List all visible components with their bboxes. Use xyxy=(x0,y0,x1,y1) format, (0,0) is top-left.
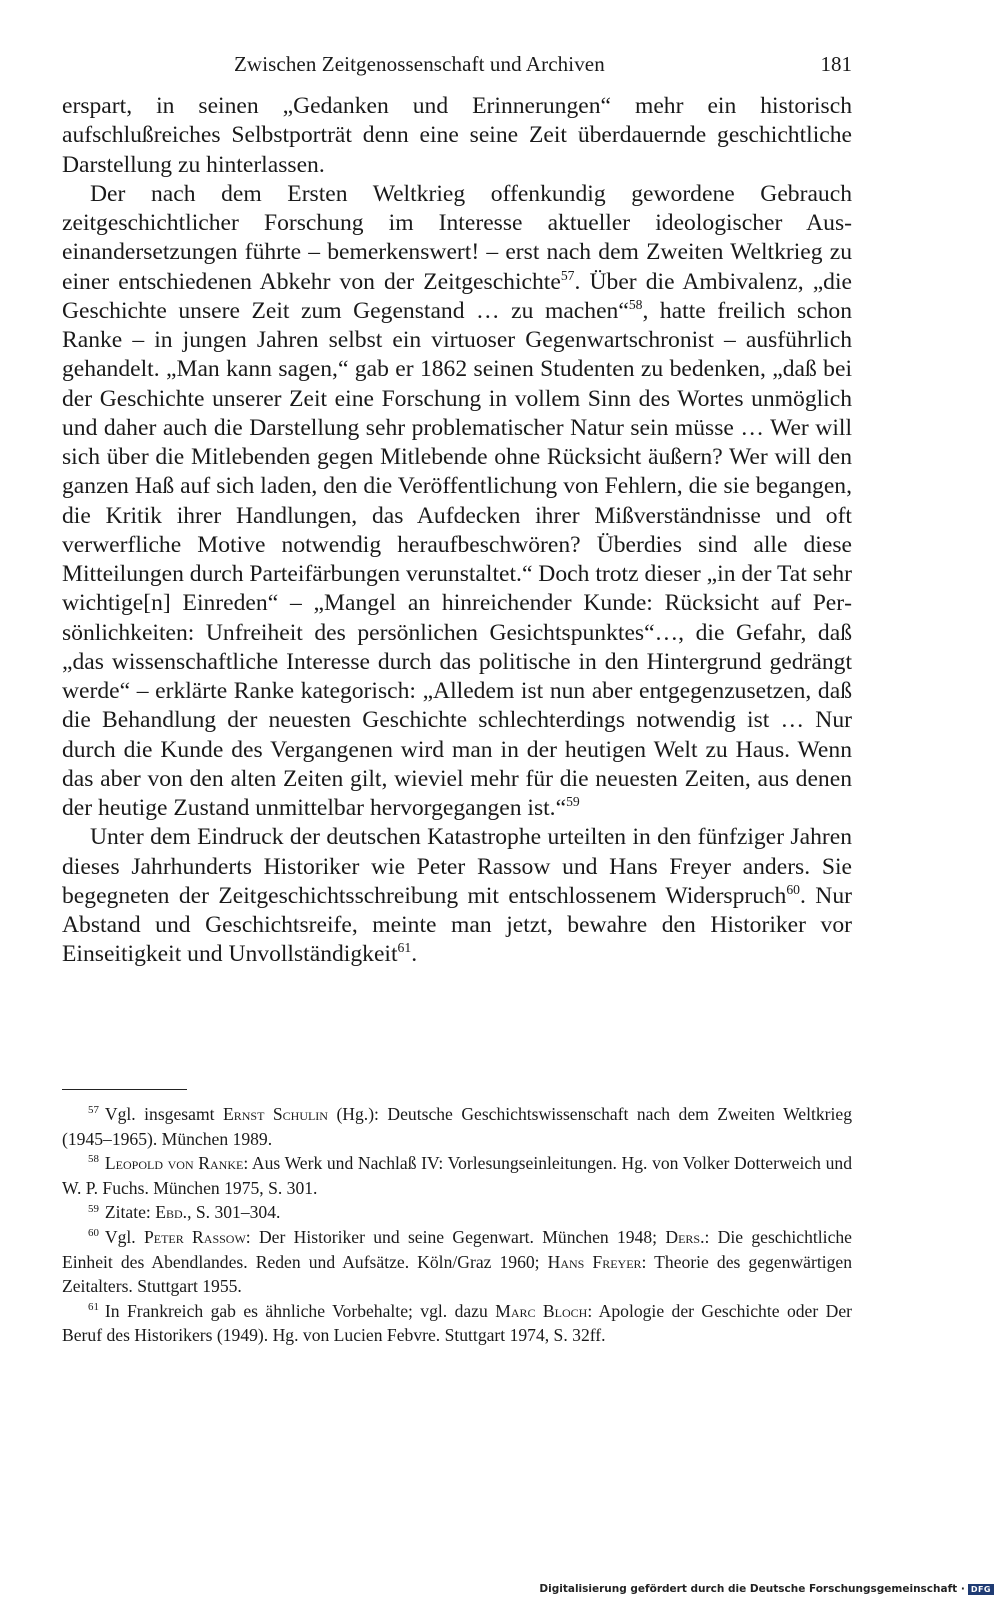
footnote-number: 59 xyxy=(88,1202,99,1215)
footnote xyxy=(62,1299,852,1348)
author-name: Marc Bloch xyxy=(495,1300,588,1321)
text-run: : Apologie der Geschichte oder Der Beruf des Historikers (1949). Hg. von Lucien Febvre. Stuttgart 1974, S. 32ff. xyxy=(62,1300,852,1346)
author-name: Peter Rassow xyxy=(143,1226,246,1247)
text-run: , hatte freilich schon Ranke – in jungen Jahren selbst ein virtuoser Gegenwartschronist – ausführlich gehandelt. „Man kann sagen,“ gab er 1862 seinen Studenten zu bedenken, „daß bei der Geschichte unserer Zeit eine Forschung in vollem Sinn des Wortes unmöglich und daher auch die Darstellung sehr problematischer Natur sein müsse … Wer will sich über die Mitlebenden gegen Mitlebende ohne Rücksicht äußern? Wer will den ganzen Haß auf sich laden, den die Veröffentlichung von Fehlern, die sie begangen, die Kritik ihrer Handlungen, das Aufdecken ihrer Mißverständnisse und oft verwerfliche Motive notwendig heraufbeschwören? Überdies sind alle diese Mitteilungen durch Parteifärbungen verunstaltet.“ Doch trotz dieser „in der Tat sehr wichtige[n] Einreden“ – „Mangel an hinreichender Kunde: Rücksicht auf Persönlichkeiten: Unfreiheit des persönlichen Gesichtspunktes“…, die Gefahr, daß „das wissenschaftliche Interesse durch das politische in den Hintergrund gedrängt werde“ – erklärte Ranke kategorisch: „Alledem ist nun aber entgegenzusetzen, daß die Behandlung der neuesten Geschichte schlechterdings notwendig ist … Nur durch die Kunde des Vergangenen wird man in der heutigen Welt zu Haus. Wenn das aber von den alten Zeiten gilt, wieviel mehr für die neuesten Zeiten, aus denen der heutige Zustand unmittelbar hervorgegangen ist.“ xyxy=(62,297,852,821)
footnote xyxy=(62,1102,852,1151)
paragraph xyxy=(62,823,852,969)
text-run: : Der Historiker und seine Gegenwart. München 1948; xyxy=(245,1226,666,1247)
author-name: Hans Freyer xyxy=(547,1251,642,1272)
footnote-reference: 59 xyxy=(566,794,580,810)
text-run: Zitate: xyxy=(104,1202,156,1223)
running-title: Zwischen Zeitgenossenschaft und Archiven xyxy=(234,52,605,76)
author-name: Ernst Schulin xyxy=(222,1104,328,1124)
text-run: : Theorie des gegenwärtigen Zeitalters. Stuttgart 1955. xyxy=(62,1251,852,1297)
text-run: . Nur Abstand und Geschichtsreife, meinte man jetzt, bewahre den Historiker vor Einseitigkeit und Unvollständigkeit xyxy=(62,882,852,968)
body-text xyxy=(62,92,852,970)
text-run: erspart, in seinen „Gedanken und Erinnerungen“ mehr ein historisch aufschlußreiches Selbstporträt denn eine seine Zeit überdauernde geschichtliche Darstellung zu hinterlassen. xyxy=(62,93,852,178)
text-run: In Frankreich gab es ähnliche Vorbehalte; vgl. dazu xyxy=(104,1300,496,1321)
footnote xyxy=(62,1200,852,1225)
author-name: Ders. xyxy=(665,1226,705,1247)
dfg-logo: DFG xyxy=(968,1584,994,1595)
page-header xyxy=(62,46,852,82)
page-number: 181 xyxy=(820,52,852,76)
author-name: Ebd. xyxy=(155,1202,188,1223)
footnote-reference: 58 xyxy=(628,296,643,312)
text-run: . Über die Ambivalenz, „die Geschichte unsere Zeit zum Gegenstand … zu machen“ xyxy=(62,268,852,324)
text-run: Vgl. xyxy=(104,1226,144,1247)
author-name: Leopold von Ranke xyxy=(104,1153,244,1174)
footnote-reference: 61 xyxy=(397,940,412,956)
footnote-number: 61 xyxy=(88,1300,99,1313)
footnote-number: 60 xyxy=(88,1227,99,1240)
text-run: : Die geschichtliche Einheit des Abendlandes. Reden und Aufsätze. Köln/Graz 1960; xyxy=(62,1226,852,1272)
footnote-reference: 57 xyxy=(560,267,575,283)
digitization-note xyxy=(539,1583,994,1595)
paragraph xyxy=(62,92,852,180)
footnotes xyxy=(62,1102,852,1348)
footnote xyxy=(62,1151,852,1200)
text-run: Vgl. insgesamt xyxy=(104,1104,223,1124)
footnote-reference: 60 xyxy=(786,881,801,897)
text-run: : Aus Werk und Nachlaß IV: Vorlesungseinleitungen. Hg. von Volker Dotterweich und W. P. Fuchs. München 1975, S. 301. xyxy=(62,1153,853,1198)
text-run: Der nach dem Ersten Weltkrieg offenkundig gewordene Gebrauch zeitgeschichtlicher Forschung im Interesse aktueller ideologischer Auseinandersetzungen führte – bemerkenswert! – erst nach dem Zweiten Weltkrieg zu einer entschiedenen Abkehr von der Zeitgeschichte xyxy=(62,180,852,295)
text-run: (Hg.): Deutsche Geschichtswissenschaft nach dem Zweiten Weltkrieg (1945–1965). München 1989. xyxy=(62,1104,853,1149)
text-run: , S. 301–304. xyxy=(187,1202,281,1223)
footnote xyxy=(62,1225,852,1299)
digitization-text: Digitalisierung gefördert durch die Deutsche Forschungsgemeinschaft · xyxy=(539,1583,965,1595)
footnote-separator xyxy=(62,1089,187,1090)
paragraph xyxy=(62,180,852,824)
footnote-number: 57 xyxy=(88,1104,99,1117)
footnote-number: 58 xyxy=(88,1153,99,1166)
text-run: Unter dem Eindruck der deutschen Katastrophe urteilten in den fünfziger Jahren dieses Jahrhunderts Historiker wie Peter Rassow und Hans Freyer anders. Sie begegneten der Zeitgeschichtsschreibung mit entschlossenem Widerspruch xyxy=(62,824,852,909)
text-run: . xyxy=(411,941,418,968)
